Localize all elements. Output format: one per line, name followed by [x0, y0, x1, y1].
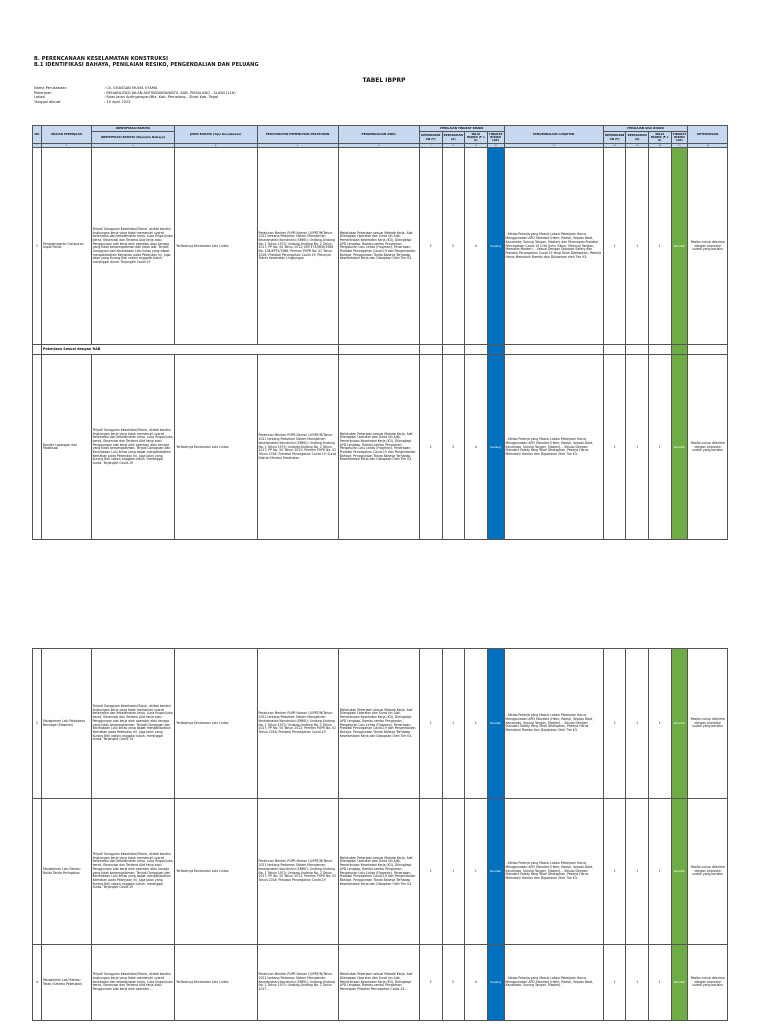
project-info [34, 86, 304, 104]
residual-risk-badge: Rendah [671, 945, 688, 1021]
table-row: 4 Manajemen Lalu Rambu Tetap (Selama Pekerjaan) Terjadi Gangguan Kesehatan/Tubuh, akibat kondisi lingkungan kerja yang tidak memenuhi syarat kesehatan dan keselamatan kerja, Luka ringan/luka berat, Observasi dan Terkena Alat kerja atau Penggunaan alat kerja oleh operator … Terlibatnya Kendaraan Lalu Lintas Peraturan Menteri PUPR Nomor 10/PRT/M/Tahun 2021 tentang Pedoman Sistem Manajemen Keselamatan Konstruksi (SMKK); Undang-Undang No. 1 Tahun 1970; Undang-Undang No. 2 Tahun 2017 … Melakukan Pekerjaan sesuai Metode Kerja, Alat Dilengkapi Operator dan Surat Ijin Alat, Pemeriksaan Kesehatan Kerja (K3), Dilengkapi APD Lengkap, Rambu-rambu Pengaman, Penerapan Protokol Pencegahan Covid-19 … 2 2 4 Sedang - Setiap Pekerja yang Masuk Lokasi Pekerjaan Harus Menggunakan APD Standart (Helm, Rompi, Sepatu Boot, Kacamata, Sarung Tangan, Masker). 1 1 1 Rendah Resiko cukup diterima dengan prosedur sudah yang berlaku [33, 945, 728, 1021]
section-row [33, 345, 728, 355]
header-dampak: JENIS BAHAYA (Tipe Kecelakaan) [175, 126, 257, 144]
risk-level-badge: Rendah [487, 799, 504, 945]
info-row-work: Pekerjaan : REHABILITASI JALAN ANTINGWAYAN/BTS. KAB. PEMALANG - SLAWI (116) [34, 90, 236, 95]
subsection-heading: B.1 IDENTIFIKASI BAHAYA, PENILAIAN RESIKO, PENGENDALIAN DAN PELUANG [34, 62, 259, 68]
info-row-date: Tanggal dibuat : 10 April 2022 [34, 99, 131, 104]
header-kemungkinan: KEMUNGKINAN (F) [419, 131, 442, 143]
table-row: Manajemen Lalu Rambu Balita Tanda Peringatan Terjadi Gangguan Kesehatan/Tubuh, akibat kondisi lingkungan kerja yang tidak memenuhi syarat kesehatan dan keselamatan kerja, Luka ringan/luka berat, Observasi dan Terkena Alat kerja atau Penggunaan alat kerja oleh operator atau tenaga yang tidak berpengalaman. Terjadi Gangguan dan Kecelakaan Lalu lintas yang dapat mengakibatkan Kematian pada Pekerjaan ini, juga Jalan yang Kuning Beli vaksin anggota tubuh, meninggal dunia. Terjangkit Covid-19 Terlibatnya Kendaraan Lalu Lintas Peraturan Menteri PUPR Nomor 10/PRT/M/Tahun 2021 tentang Pedoman Sistem Manajemen Keselamatan Konstruksi (SMKK); Undang-Undang No. 1 Tahun 1970; Undang-Undang No. 2 Tahun 2017; PP No. 50 Tahun 2012; Permen PUPR No. 02 Tahun 2018; Protokol Pencegahan Covid-19 Melakukan Pekerjaan sesuai Metode Kerja, Alat Dilengkapi Operator dan Surat Ijin Alat, Pemeriksaan Kesehatan Kerja (K3), Dilengkapi APD Lengkap, Rambu-rambu Pengaman, Pengaturan Lalu Lintas (Flagman), Penerapan Protokol Pencegahan Covid-19 dan Pengendalian Bahaya, Penggunaan Tanda Bahaya Terhadap Keselamatan Kerja dan Disiapkan Oleh Tim K3. 1 1 1 Rendah - Setiap Pekerja yang Masuk Lokasi Pekerjaan Harus Menggunakan APD Standart (Helm, Rompi, Sepatu Boot, Kacamata, Sarung Tangan, Masker). - Sesuai Dengan Standart Safety Yang Telah Ditetapkan, Pekerja Harus Mematuhi Rambu dan Dijalankan Oleh Tim K3. 1 1 1 Rendah Resiko cukup diterima dengan prosedur sudah yang berlaku [33, 799, 728, 945]
table-row: 2 Manajemen Lalu Pelaksana Bersiaga (Flagman) Terjadi Gangguan Kesehatan/Tubuh, akibat kondisi lingkungan kerja yang tidak memenuhi syarat kesehatan dan keselamatan kerja, Luka ringan/luka berat, Observasi dan Terkena Alat kerja atau Penggunaan alat kerja oleh operator atau tenaga yang tidak berpengalaman. Terjadi Gangguan dan Kecelakaan Lalu lintas yang dapat mengakibatkan Kematian pada Pekerjaan ini, juga Jalan yang Kuning Beli vaksin anggota tubuh, meninggal dunia. Terjangkit Covid-19 Terlibatnya Kendaraan Lalu Lintas Peraturan Menteri PUPR Nomor 10/PRT/M/Tahun 2021 tentang Pedoman Sistem Manajemen Keselamatan Konstruksi (SMKK); Undang-Undang No. 1 Tahun 1970; Undang-Undang No. 2 Tahun 2017; PP No. 50 Tahun 2012; Permen PUPR No. 02 Tahun 2018; Protokol Pencegahan Covid-19 Melakukan Pekerjaan sesuai Metode Kerja, Alat Dilengkapi Operator dan Surat Ijin Alat, Pemeriksaan Kesehatan Kerja (K3), Dilengkapi APD Lengkap, Rambu-rambu Pengaman, Pengaturan Lalu Lintas (Flagman), Penerapan Protokol Pencegahan Covid-19 dan Pengendalian Bahaya, Penggunaan Tanda Bahaya Terhadap Keselamatan Kerja dan Disiapkan Oleh Tim K3. 1 1 1 Rendah - Setiap Pekerja yang Masuk Lokasi Pekerjaan Harus Menggunakan APD Standart (Helm, Rompi, Sepatu Boot, Kacamata, Sarung Tangan, Masker). - Sesuai Dengan Standart Safety Yang Telah Ditetapkan, Pekerja Harus Mematuhi Rambu dan Dijalankan Oleh Tim K3. 1 1 1 Rendah Resiko cukup diterima dengan prosedur sudah yang berlaku [33, 649, 728, 799]
table-row: Bonder Lapangan dan Mobilisasi Terjadi Gangguan Kesehatan/Tubuh, akibat kondisi lingkungan kerja yang tidak memenuhi syarat kesehatan dan keselamatan kerja, Luka ringan/luka berat, Observasi dan Terkena Alat kerja atau Penggunaan alat kerja oleh operator atau tenaga yang tidak berpengalaman. Terjadi Gangguan dan Kecelakaan Lalu lintas yang dapat mengakibatkan Kematian pada Pekerjaan ini, juga Jalan yang Kuning Beli vaksin anggota tubuh, meninggal dunia. Terjangkit Covid-19 Terlibatnya Kendaraan Lalu Lintas Peraturan Menteri PUPR Nomor 10/PRT/M/Tahun 2021 tentang Pedoman Sistem Manajemen Keselamatan Konstruksi (SMKK); Undang-Undang No. 1 Tahun 1970; Undang-Undang No. 2 Tahun 2017; PP No. 50 Tahun 2012; Permen PUPR No. 02 Tahun 2018; Protokol Pencegahan Covid-19; Surat Edaran Menteri Kesehatan Melakukan Pekerjaan sesuai Metode Kerja, Alat Dilengkapi Operator dan Surat Ijin Alat, Pemeriksaan Kesehatan Kerja (K3), Dilengkapi APD Lengkap, Rambu-rambu Pengaman, Pengaturan Lalu Lintas (Flagman), Penerapan Protokol Pencegahan Covid-19 dan Pengendalian Bahaya, Penggunaan Tanda Bahaya Terhadap Keselamatan Kerja dan Disiapkan Oleh Tim K3. 2 2 4 Sedang - Setiap Pekerja yang Masuk Lokasi Pekerjaan Harus Menggunakan APD Standart (Helm, Rompi, Sepatu Boot, Kacamata, Sarung Tangan, Masker). - Sesuai Dengan Standart Safety Yang Telah Ditetapkan, Pekerja Harus Mematuhi Rambu dan Dijalankan Oleh Tim K3. 1 1 1 Rendah Resiko cukup diterima dengan prosedur sudah yang berlaku [33, 355, 728, 540]
table-title: TABEL IBPRP [362, 77, 406, 84]
header-nilai-sisa: NILAI RISIKO (F x A) [648, 131, 671, 143]
section-label: Pekerjaan Sesuai dengan RAB [42, 345, 339, 355]
header-peraturan: PERSYARATAN PEMENUHAN PERATURAN [257, 126, 338, 144]
table-row: 1 Penghamparan Campuran Aspal Panas Terjadi Gangguan Kesehatan/Tubuh, akibat kondisi lingkungan kerja yang tidak memenuhi syarat kesehatan dan keselamatan kerja, Luka ringan/luka berat, Observasi dan Terkena Alat kerja atau Penggunaan alat kerja oleh operator atau tenaga yang tidak berpengalaman dan tidak laik. Terjadi Gangguan dan Kecelakaan Lalu lintas yang dapat mengakibatkan Kematian pada Pekerjaan ini, juga Jalan yang Kuning Beli vaksin anggota tubuh, meninggal dunia. Terjangkit Covid-19 Terlibatnya Kendaraan Lalu Lintas Peraturan Menteri PUPR Nomor 10/PRT/M/Tahun 2021 tentang Pedoman Sistem Manajemen Keselamatan Konstruksi (SMKK); Undang-Undang No. 1 Tahun 1970; Undang-Undang No. 2 Tahun 2017; PP No. 50 Tahun 2012; KEP.174/MEN/1986 No. 104/KPTS/1986; Permen PUPR No. 02 Tahun 2018; Protokol Pencegahan Covid-19; Petunjuk Teknis Kesehatan Lingkungan Melakukan Pekerjaan sesuai Metode Kerja, Alat Dilengkapi Operator dan Surat Ijin Alat, Pemeriksaan Kesehatan Kerja (K3), Dilengkapi APD Lengkap, Rambu-rambu Pengaman, Pengaturan Lalu Lintas (Flagman), Penerapan Protokol Pencegahan Covid-19 dan Pengendalian Bahaya, Penggunaan Tanda Bahaya Terhadap Keselamatan Kerja dan Disiapkan Oleh Tim K3. 2 2 4 Sedang - Setiap Pekerja yang Masuk Lokasi Pekerjaan Harus Menggunakan APD Standart (Helm, Rompi, Sepatu Boot, Kacamata, Sarung Tangan, Masker) dan Penerapan Protokol Pencegahan Covid-19 (Cek Suhu Tubuh, Mencuci Tangan, Memakai Masker). - Sesuai Dengan Standart Safety dan Protokol Pencegahan Covid 19 Yang Telah Ditetapkan, Pekerja Harus Mematuhi Rambu dan Dijalankan oleh Tim K3. 1 1 1 Rendah Resiko cukup diterima dengan prosedur sudah yang berlaku [33, 148, 728, 345]
risk-level-badge: Sedang [487, 945, 504, 1021]
header-pengendalian-lanjutan: PENGENDALIAN LANJUTAN [504, 126, 603, 144]
header-keterangan: KETERANGAN [688, 126, 728, 144]
header-identifikasi-sub: IDENTIFIKASI BAHAYA (Skenario Bahaya) [91, 131, 174, 143]
info-row-location: Lokasi : Ruas Jalan Antingwayan/Bts. Kab. Pemalang - Slawi Kab. Tegal [34, 95, 219, 100]
header-pengendalian-awal: PENGENDALIAN AWAL [338, 126, 419, 144]
header-tingkat: TINGKAT RISIKO (SR) [488, 131, 503, 143]
header-keparahan: KEPARAHAN (A) [442, 131, 465, 143]
section-heading: B. PERENCANAAN KESELAMATAN KONSTRUKSI [34, 56, 169, 62]
risk-level-badge: Sedang [487, 148, 504, 345]
header-kemungkinan-sisa: KEMUNGKINAN (F) [603, 131, 626, 143]
header-uraian: URAIAN PEKERJAAN [42, 126, 92, 144]
header-keparahan-sisa: KEPARAHAN (A) [626, 131, 649, 143]
header-tingkat-sisa: TINGKAT RISIKO (SR) [672, 131, 687, 143]
risk-level-badge: Rendah [487, 649, 504, 799]
column-index-row: 1 2 3 4 5 6 7 8 9 10 11 12 13 14 15 16 [33, 144, 728, 148]
header-sisa-group: PENILAIAN SISA RISIKO [603, 126, 688, 132]
risk-level-badge: Sedang [487, 355, 504, 540]
residual-risk-badge: Rendah [671, 355, 688, 540]
info-row-company: Nama Perusahaan : CV. GHASSAN MULYA UTAMA [34, 86, 158, 90]
header-penilaian-group: PENILAIAN TINGKAT RISIKO [419, 126, 504, 132]
header-no: NO [33, 126, 42, 144]
header-identifikasi-group: IDENTIFIKASI BAHAYA [91, 126, 174, 132]
residual-risk-badge: Rendah [671, 799, 688, 945]
header-nilai: NILAI RISIKO (F x A) [465, 131, 488, 143]
ibprp-table-page-1 [32, 125, 728, 540]
ibprp-table-page-2 [32, 648, 728, 1021]
residual-risk-badge: Rendah [671, 649, 688, 799]
residual-risk-badge: Rendah [671, 148, 688, 345]
